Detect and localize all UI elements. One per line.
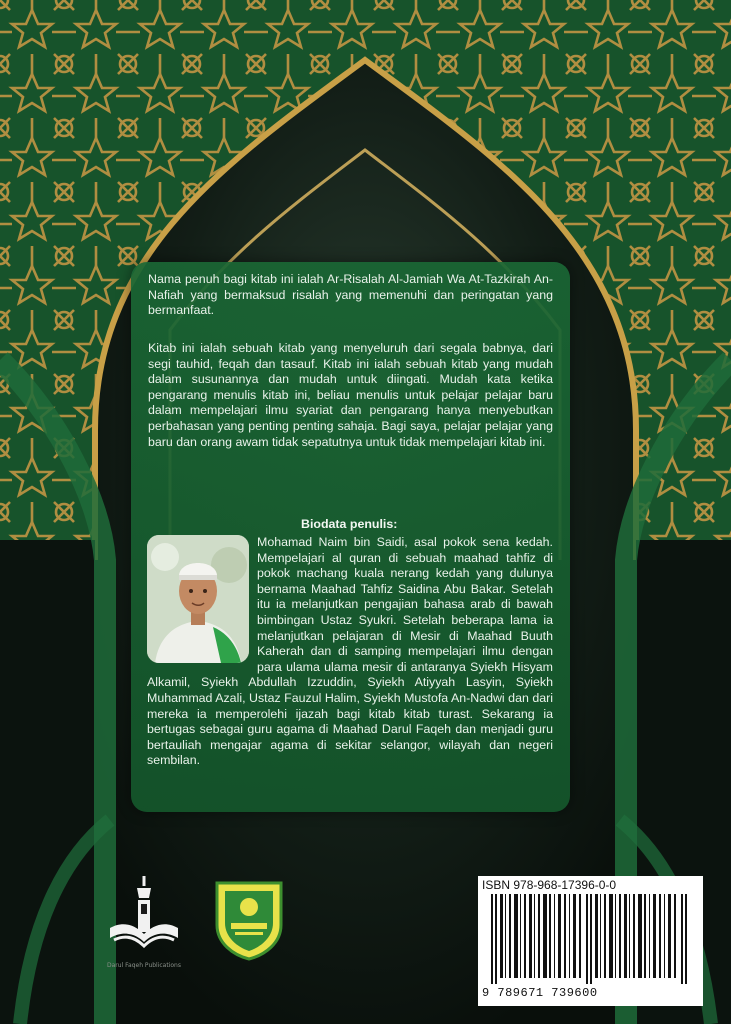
description-paragraph-1: Nama penuh bagi kitab ini ialah Ar-Risalah Al-Jamiah Wa At-Tazkirah An-Nafiah yang bermaksud risalah yang memenuhi dan peringatan yang bermanfaat. bbox=[148, 272, 553, 318]
publisher-logo-icon bbox=[104, 872, 184, 960]
publisher-logo-caption: Darul Faqeh Publications bbox=[107, 962, 181, 969]
isbn-label: ISBN 978-968-17396-0-0 bbox=[482, 878, 617, 892]
description-paragraph-2: Kitab ini ialah sebuah kitab yang menyeluruh dari segala babnya, dari segi tauhid, feqah dan tasauf. Kitab ini ialah sebuah kitab yang mudah dalam susunannya dan mudah untuk diingati. Mudah kata ketika pengarang menulis kitab ini, beliau menulis untuk pelajar pelajar baru dalam mempelajari ilmu syariat dan pengarang hanya menyebutkan perbahasan yang penting penting sahaja. Bagi saya, pelajar pelajar yang baru dan orang awam tidak sepatutnya untuk tidak mempelajari kitab ini. bbox=[148, 341, 553, 449]
content-panel bbox=[131, 262, 570, 812]
biodata-heading: Biodata penulis: bbox=[301, 517, 398, 531]
institution-crest-icon bbox=[213, 877, 285, 961]
biodata-text bbox=[147, 535, 553, 769]
biodata-body: Mohamad Naim bin Saidi, asal pokok sena kedah. Mempelajari al quran di sebuah maahad tahfiz di pokok machang kuala nerang kedah yang dulunya bernama Maahad Tahfiz Saidina Abu Bakar. Setelah itu ia melanjutkan pengajian bahasa arab di bawah bimbingan Ustaz Syukri. Setelah beberapa lama ia melanjutkan pelajaran di Mesir di Maahad Buuth Kaherah dan di samping mempelajari ilmu dengan para ulama ulama mesir di antaranya Syiekh Hisyam Alkamil, Syiekh Abdullah Izzuddin, Syiekh Atiyyah Lasyin, Syiekh Muhammad Azali, Ustaz Fauzul Halim, Syiekh Mustofa An-Nadwi dan dari mereka ia memperolehi ijazah bagi kitab kitab turast. Sekarang ia bertugas sebagai guru agama di Maahad Darul Faqeh dan menjadi guru bertauliah mengajar agama di sekitar selangor, wilayah dan negeri sembilan. bbox=[147, 535, 553, 768]
barcode-digits: 9 789671 739600 bbox=[482, 986, 598, 1000]
photo-spacer bbox=[147, 535, 257, 673]
barcode-bars bbox=[491, 894, 696, 984]
isbn-barcode bbox=[478, 876, 703, 1006]
